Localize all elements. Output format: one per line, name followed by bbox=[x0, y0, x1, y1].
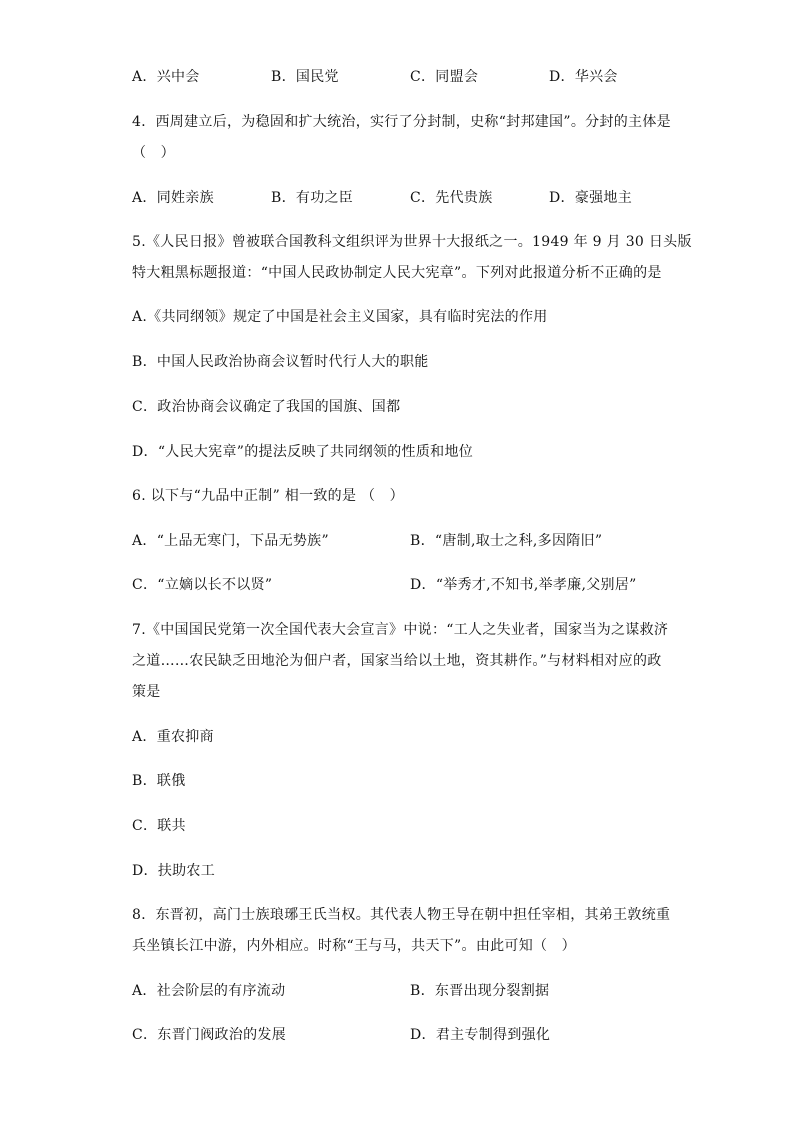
q7-option-c: C．联共 bbox=[132, 818, 186, 834]
q3-option-c: C．同盟会 bbox=[410, 69, 479, 85]
q4-stem-line-1: 4．西周建立后，为稳固和扩大统治，实行了分封制，史称“封邦建国”。分封的主体是 bbox=[132, 114, 671, 130]
q5-option-b: B．中国人民政治协商会议暂时代行人大的职能 bbox=[132, 354, 429, 370]
q5-option-d: D．“人民大宪章”的提法反映了共同纲领的性质和地位 bbox=[132, 444, 474, 460]
q5-option-c: C．政治协商会议确定了我国的国旗、国都 bbox=[132, 399, 401, 415]
q6-option-d: D．“举秀才,不知书,举孝廉,父别居” bbox=[410, 577, 637, 593]
q4-option-c: C．先代贵族 bbox=[410, 190, 493, 206]
q6-option-a: A．“上品无寒门，下品无势族” bbox=[132, 533, 329, 549]
q4-option-a: A．同姓亲族 bbox=[132, 190, 214, 206]
q8-option-a: A．社会阶层的有序流动 bbox=[132, 983, 286, 999]
q4-option-b: B．有功之臣 bbox=[271, 190, 354, 206]
q8-stem-line-1: 8．东晋初，高门士族琅琊王氏当权。其代表人物王导在朝中担任宰相，其弟王敦统重 bbox=[132, 907, 671, 923]
q3-option-d: D．华兴会 bbox=[549, 69, 618, 85]
q6-stem: 6. 以下与“九品中正制” 相一致的是 （ ） bbox=[132, 488, 404, 504]
q4-stem-line-2: （ ） bbox=[132, 145, 175, 161]
q7-stem-line-1: 7.《中国国民党第一次全国代表大会宣言》中说：“工人之失业者，国家当为之谋救济 bbox=[132, 622, 669, 638]
q6-option-b: B．“唐制,取士之科,多因隋旧” bbox=[410, 533, 603, 549]
q8-option-c: C．东晋门阀政治的发展 bbox=[132, 1027, 287, 1043]
q5-stem-line-2: 特大粗黑标题报道：“中国人民政协制定人民大宪章”。下列对此报道分析不正确的是 bbox=[132, 265, 662, 281]
q3-option-b: B．国民党 bbox=[271, 69, 339, 85]
q7-option-d: D．扶助农工 bbox=[132, 863, 216, 879]
q5-option-a: A.《共同纲领》规定了中国是社会主义国家，具有临时宪法的作用 bbox=[132, 309, 548, 325]
q7-option-a: A．重农抑商 bbox=[132, 729, 214, 745]
q8-option-d: D．君主专制得到强化 bbox=[410, 1027, 551, 1043]
q8-option-b: B．东晋出现分裂割据 bbox=[410, 983, 550, 999]
q3-option-a: A．兴中会 bbox=[132, 69, 200, 85]
q6-option-c: C．“立嫡以长不以贤” bbox=[132, 577, 273, 593]
q4-option-d: D．豪强地主 bbox=[549, 190, 633, 206]
q7-option-b: B．联俄 bbox=[132, 773, 186, 789]
q7-stem-line-3: 策是 bbox=[132, 684, 161, 700]
q5-stem-line-1: 5.《人民日报》曾被联合国教科文组织评为世界十大报纸之一。1949 年 9 月 30 日头版 bbox=[132, 234, 692, 250]
q8-stem-line-2: 兵坐镇长江中游，内外相应。时称“王与马，共天下”。由此可知（ ） bbox=[132, 938, 576, 954]
q7-stem-line-2: 之道……农民缺乏田地沦为佃户者，国家当给以土地，资其耕作。”与材料相对应的政 bbox=[132, 653, 662, 669]
